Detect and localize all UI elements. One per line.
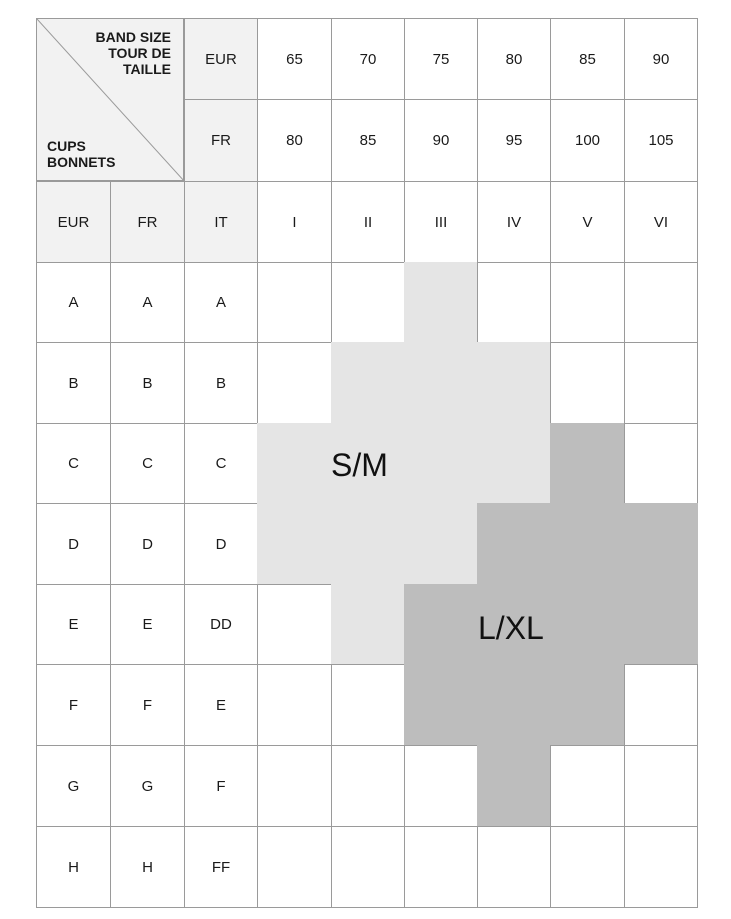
cup-fr-G: G <box>110 745 185 827</box>
size-cell <box>550 584 625 665</box>
size-cell <box>550 503 625 585</box>
eur-band-row-label: EUR <box>184 18 258 100</box>
size-cell <box>624 745 698 827</box>
cup-it-E: E <box>184 664 258 746</box>
eur-band-75: 75 <box>404 18 478 100</box>
size-cell <box>404 826 478 908</box>
size-cell <box>624 423 698 504</box>
cup-eur-A: A <box>36 262 111 343</box>
fr-band-95: 95 <box>477 99 551 182</box>
size-cell <box>550 262 625 343</box>
cup-it-D: D <box>184 503 258 585</box>
size-cell <box>331 503 405 585</box>
size-cell <box>404 745 478 827</box>
cup-it-DD: DD <box>184 584 258 665</box>
cup-fr-F: F <box>110 664 185 746</box>
size-cell <box>624 342 698 424</box>
cup-eur-F: F <box>36 664 111 746</box>
cup-it-FF: FF <box>184 826 258 908</box>
it-band-IV: IV <box>477 181 551 263</box>
size-cell <box>331 745 405 827</box>
cup-fr-B: B <box>110 342 185 424</box>
size-cell <box>477 503 551 585</box>
cup-it-A: A <box>184 262 258 343</box>
size-cell <box>624 826 698 908</box>
fr-band-90: 90 <box>404 99 478 182</box>
size-cell <box>477 826 551 908</box>
size-cell <box>257 262 332 343</box>
fr-band-80: 80 <box>257 99 332 182</box>
size-cell <box>331 664 405 746</box>
eur-band-70: 70 <box>331 18 405 100</box>
size-cell <box>550 342 625 424</box>
eur-band-65: 65 <box>257 18 332 100</box>
size-cell <box>257 584 332 665</box>
it-band-III: III <box>404 181 478 263</box>
cup-fr-A: A <box>110 262 185 343</box>
fr-band-row-label: FR <box>184 99 258 182</box>
band-size-fr-text-2: TAILLE <box>123 61 171 77</box>
size-cell <box>331 342 405 424</box>
cup-eur-D: D <box>36 503 111 585</box>
size-cell <box>404 664 478 746</box>
cup-it-B: B <box>184 342 258 424</box>
size-cell <box>477 423 551 504</box>
size-cell <box>404 503 478 585</box>
cups-label <box>47 138 115 170</box>
cups-text: CUPS <box>47 138 86 154</box>
it-band-V: V <box>550 181 625 263</box>
cup-fr-D: D <box>110 503 185 585</box>
it-band-VI: VI <box>624 181 698 263</box>
size-cell <box>624 584 698 665</box>
eur-band-90: 90 <box>624 18 698 100</box>
size-cell <box>404 342 478 424</box>
sm-zone-label: S/M <box>331 447 388 483</box>
cup-col-header-fr: FR <box>110 181 185 263</box>
fr-band-85: 85 <box>331 99 405 182</box>
cup-fr-E: E <box>110 584 185 665</box>
size-cell <box>624 262 698 343</box>
size-cell <box>624 664 698 746</box>
size-cell <box>404 423 478 504</box>
size-cell <box>404 262 478 343</box>
size-cell <box>331 262 405 343</box>
fr-band-105: 105 <box>624 99 698 182</box>
size-cell <box>550 826 625 908</box>
size-cell <box>257 826 332 908</box>
cup-eur-C: C <box>36 423 111 504</box>
cup-fr-C: C <box>110 423 185 504</box>
size-cell <box>477 745 551 827</box>
cup-it-C: C <box>184 423 258 504</box>
cup-it-F: F <box>184 745 258 827</box>
size-cell <box>404 584 478 665</box>
it-band-II: II <box>331 181 405 263</box>
size-cell <box>257 423 332 504</box>
cup-fr-H: H <box>110 826 185 908</box>
eur-band-80: 80 <box>477 18 551 100</box>
cup-col-header-it: IT <box>184 181 258 263</box>
band-size-text: BAND SIZE <box>95 29 171 45</box>
size-cell <box>257 342 332 424</box>
corner-header-cell <box>36 18 184 181</box>
size-cell <box>257 503 332 585</box>
eur-band-85: 85 <box>550 18 625 100</box>
cup-col-header-eur: EUR <box>36 181 111 263</box>
lxl-zone-label: L/XL <box>478 610 544 646</box>
cup-eur-B: B <box>36 342 111 424</box>
size-cell <box>257 745 332 827</box>
size-cell <box>257 664 332 746</box>
size-cell <box>550 423 625 504</box>
size-cell <box>331 584 405 665</box>
cups-fr-text: BONNETS <box>47 154 116 170</box>
size-cell <box>331 826 405 908</box>
size-cell <box>550 664 625 746</box>
size-cell <box>550 745 625 827</box>
band-size-fr-text: TOUR DE <box>108 45 171 61</box>
size-cell <box>477 664 551 746</box>
it-band-I: I <box>257 181 332 263</box>
size-cell <box>624 503 698 585</box>
fr-band-100: 100 <box>550 99 625 182</box>
size-cell <box>477 342 551 424</box>
size-cell <box>477 262 551 343</box>
cup-eur-H: H <box>36 826 111 908</box>
band-size-label <box>96 29 171 77</box>
cup-eur-G: G <box>36 745 111 827</box>
cup-eur-E: E <box>36 584 111 665</box>
